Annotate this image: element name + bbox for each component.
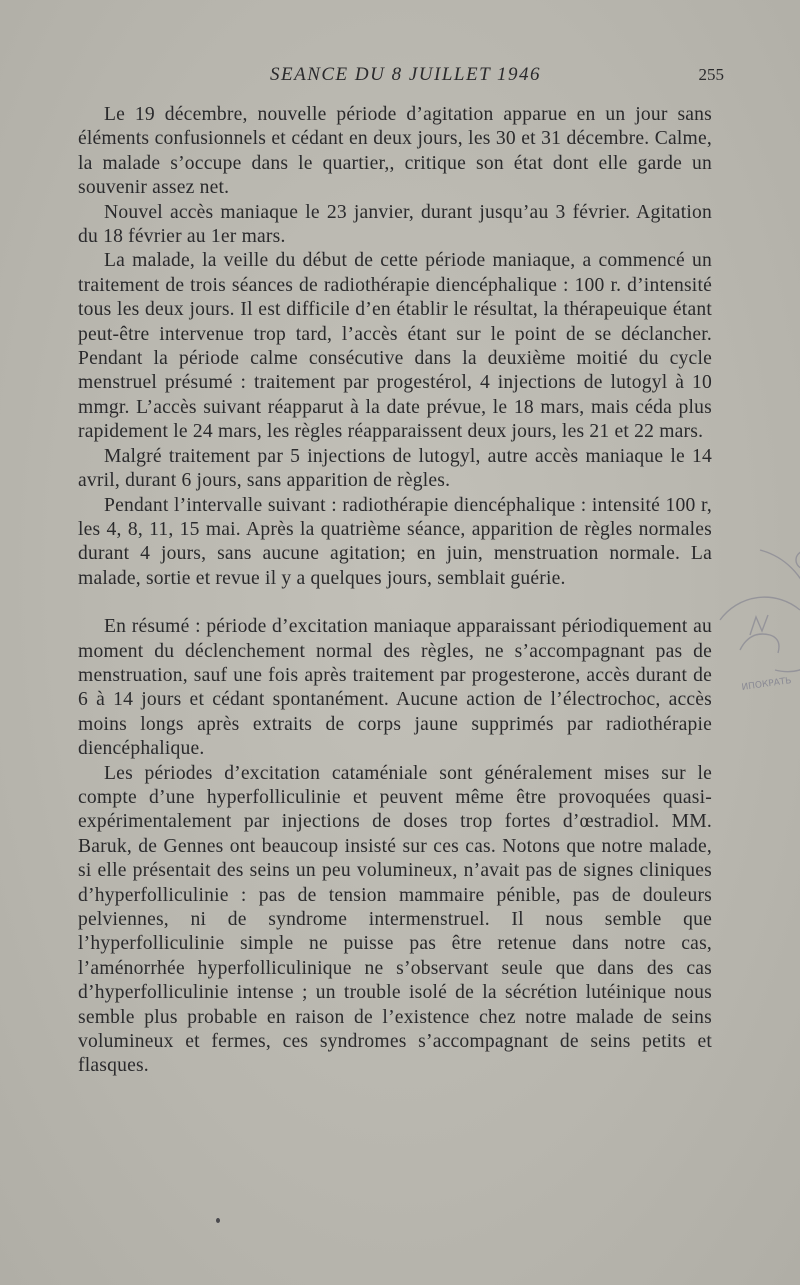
body-text (78, 103, 712, 1079)
stamp-scribble (750, 615, 768, 635)
page-number: 255 (698, 65, 724, 84)
paragraph: Nouvel accès maniaque le 23 janvier, durant jusqu’au 3 février. Agitation du 18 février au 1er mars. (78, 201, 712, 248)
paragraph: Pendant l’intervalle suivant : radiothérapie diencéphalique : intensité 100 r, les 4, 8, 11, 15 mai. Après la quatrième séance, apparition de règles normales durant 4 jours, sans aucune agitation; en juin, menstruation normale. La malade, sortie et revue il y a quelques jours, semblait guérie. (78, 494, 712, 589)
stamp-underline (775, 665, 800, 672)
library-stamp (680, 540, 800, 730)
paragraph-summary: En résumé : période d’excitation maniaque apparaissant périodiquement au moment du déclenchement normal des règles, ne s’accompagnant pas de menstruation, sauf une fois après traitement par progesterone, accès durant de 6 à 14 jours et cédant spontanément. Aucune action de l’électrochoc, accès moins longs après extraits de corps jaune supprimés par radiothérapie diencéphalique. (78, 616, 712, 760)
stamp-arc (760, 550, 800, 600)
running-head (78, 62, 724, 92)
stamp-text: ИПОКРАТЬ (741, 676, 793, 693)
stamp-arc (720, 597, 800, 620)
stamp-scribble (740, 634, 779, 653)
paragraph: La malade, la veille du début de cette période maniaque, a commencé un traitement de trois séances de radiothérapie diencéphalique : 100 r. d’intensité tous les deux jours. Il est difficile d’en établir le résultat, la thérapeuique étant peut-être intervenue trop tard, l’accès étant sur le point de se déclancher. Pendant la période calme consécutive dans la deuxième moitié du cycle menstruel présumé : traitement par progestérol, 4 injections de lutogyl à 10 mmgr. L’accès suivant réapparut à la date prévue, le 18 mars, mais céda plus rapidement le 24 mars, les règles réapparaissent deux jours, les 21 et 22 mars. (78, 250, 712, 443)
running-title: SEANCE DU 8 JUILLET 1946 (270, 64, 542, 85)
paragraph: Malgré traitement par 5 injections de lutogyl, autre accès maniaque le 14 avril, durant 6 jours, sans apparition de règles. (78, 445, 712, 492)
ink-speck (216, 1218, 220, 1223)
paragraph: Le 19 décembre, nouvelle période d’agitation apparue en un jour sans éléments confusionnels et cédant en deux jours, les 30 et 31 décembre. Calme, la malade s’occupe dans le quartier,, critique son état dont elle garde un souvenir assez net. (78, 104, 712, 199)
paragraph: Les périodes d’excitation cataméniale sont généralement mises sur le compte d’une hyperfolliculinie et peuvent même être provoquées quasi-expérimentalement par injections de doses trop fortes d’œstradiol. MM. Baruk, de Gennes ont beaucoup insisté sur ces cas. Notons que notre malade, si elle présentait des seins un peu volumineux, n’avait pas de signes cliniques d’hyperfolliculinie : pas de tension mammaire pénible, pas de douleurs pelviennes, ni de syndrome intermenstruel. Il nous semble que l’hyperfolliculinie simple ne puisse pas être retenue dans notre cas, l’aménorrhée hyperfolliculinique ne s’observant seule que dans des cas d’hyperfolliculinie intense ; un trouble isolé de la sécrétion lutéinique nous semble plus probable en raison de l’existence chez notre malade de seins volumineux et fermes, ces syndromes s’accompagnant de seins petits et flasques. (78, 762, 712, 1077)
stamp-dot (796, 551, 800, 569)
